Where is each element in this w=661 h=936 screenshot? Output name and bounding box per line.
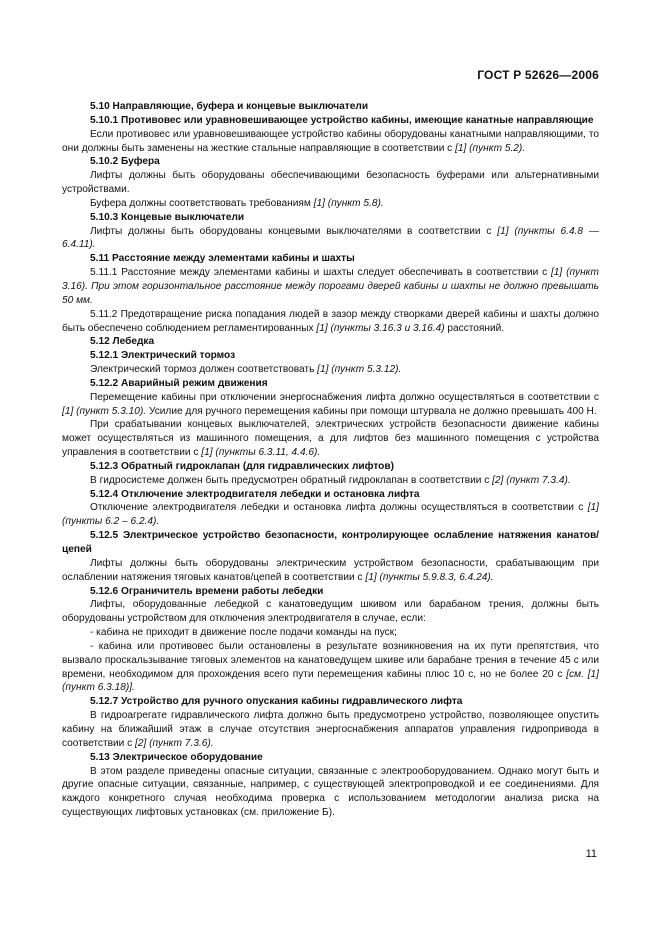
text-run: 5.13 Электрическое оборудование [90,751,263,763]
reference-citation: [1] (пункты 6.2 – 6.2.4). [62,502,599,528]
section-heading [62,349,599,363]
section-heading [62,751,599,765]
reference-citation: [1] (пункт 5.3.12). [317,364,402,376]
body-paragraph [62,391,599,419]
text-run: 5.12 Лебедка [90,336,155,348]
reference-citation: [1] (пункты 5.9.8.3, 6.4.24). [365,571,494,583]
text-run: 5.11.1 Расстояние между элементами кабины и шахты следует обеспечивать в соответствии с [90,267,551,279]
body-paragraph [62,363,599,377]
text-run: 5.10.2 Буфера [90,156,160,168]
reference-citation: [2] (пункт 7.3.4). [492,474,571,486]
text-run: 5.12.3 Обратный гидроклапан (для гидравлических лифтов) [90,460,394,472]
text-run: 5.12.6 Ограничитель времени работы лебедки [90,585,324,597]
reference-citation: [1] (пункт 3.16). При этом горизонтальное расстояние между порогами дверей кабины и шахты не должно превышать 50 мм. [62,267,599,306]
section-heading [62,460,599,474]
page-number: 11 [585,848,597,860]
section-heading [62,488,599,502]
text-run: Перемещение кабины при отключении энергоснабжения лифта должно осуществляться в соответствии с [90,391,599,403]
text-run: 5.11.2 Предотвращение риска попадания людей в зазор между створками дверей кабины и шахты должно быть обеспечено соблюдением регламентированных [62,308,599,334]
section-heading [62,585,599,599]
text-run: Лифты, оборудованные лебедкой с канатоведущим шкивом или барабаном трения, должны быть оборудованы устройством для отключения электродвигателя в случае, если: [62,599,599,625]
text-run: Буфера должны соответствовать требованиям [90,197,314,209]
section-heading [62,211,599,225]
reference-citation: [1] (пункт 5.8). [313,197,384,209]
text-run: - кабина не приходит в движение после подачи команды на пуск; [90,627,397,639]
section-heading [62,335,599,349]
text-run: Лифты должны быть оборудованы электрическим устройством безопасности, срабатывающим при ослаблении натяжения тяговых канатов/цепей в соответствии с [62,557,599,583]
reference-citation: [2] (пункт 7.3.6). [135,737,214,749]
text-run: расстояний. [444,322,505,334]
section-heading [62,377,599,391]
body-paragraph [62,709,599,751]
section-heading [62,100,599,114]
document-body [62,100,599,820]
section-heading [62,529,599,557]
text-run: 5.10.3 Концевые выключатели [90,211,245,223]
body-paragraph [62,308,599,336]
text-run: Отключение электродвигателя лебедки и остановка лифта должны осуществляться в соответствии с [90,502,588,514]
text-run: В этом разделе приведены опасные ситуации, связанные с электрооборудованием. Однако могут быть и другие опасные ситуации, связанные, например, с существующей электропроводкой и ее соединениями. Для каждого конкретного случая необходима проверка с использованием методологии анализа риска на существующих лифтовых установках (см. приложение Б). [62,765,599,819]
text-run: В гидроагрегате гидравлического лифта должно быть предусмотрено устройство, позволяющее опустить кабину на ближайший этаж в случае отсутствия энергоснабжения аппаратов управления гидропривода в соответствии с [62,710,599,749]
text-run: 5.12.4 Отключение электродвигателя лебедки и остановка лифта [90,488,420,500]
text-run: 5.12.1 Электрический тормоз [90,350,236,362]
reference-citation: [см. [1] (пункт 6.3.18)]. [62,668,599,694]
document-header: ГОСТ Р 52626—2006 [477,68,599,82]
text-run: Если противовес или уравновешивающее устройство кабины оборудованы канатными направляющими, то они должны быть заменены на жесткие стальные направляющие в соответствии с [62,128,599,154]
body-paragraph [62,418,599,460]
body-paragraph [62,557,599,585]
body-paragraph [62,598,599,626]
reference-citation: [1] (пункты 3.16.3 и 3.16.4) [316,322,445,334]
text-run: 5.12.5 Электрическое устройство безопасности, контролирующее ослабление натяжения канатов/цепей [62,530,599,555]
reference-citation: [1] (пункты 6.3.11, 4.4.6). [201,447,321,459]
reference-citation: [1] (пункт 5.3.10). [62,405,147,417]
body-paragraph [62,169,599,197]
reference-citation: [1] (пункты 6.4.8 — 6.4.11). [62,225,599,251]
body-paragraph [62,197,599,211]
section-heading [62,155,599,169]
text-run: 5.12.2 Аварийный режим движения [90,377,268,389]
body-paragraph [62,474,599,488]
section-heading [62,252,599,266]
text-run: 5.10.1 Противовес или уравновешивающее устройство кабины, имеющие канатные направляющие [90,114,594,126]
text-run: В гидросистеме должен быть предусмотрен обратный гидроклапан в соответствии с [90,474,493,486]
body-paragraph [62,266,599,308]
section-heading [62,114,599,128]
text-run: Лифты должны быть оборудованы обеспечивающими безопасность буферами или альтернативными устройствами. [62,170,599,196]
section-heading [62,695,599,709]
text-run: 5.10 Направляющие, буфера и концевые выключатели [90,101,369,112]
reference-citation: [1] (пункт 5.2). [455,142,526,154]
text-run: Лифты должны быть оборудованы концевыми выключателями в соответствии с [90,225,498,237]
body-paragraph [62,225,599,253]
text-run: 5.11 Расстояние между элементами кабины и шахты [90,253,355,265]
body-paragraph [62,128,599,156]
body-paragraph [62,626,599,640]
text-run: При срабатывании концевых выключателей, электрических устройств безопасности движение кабины может осуществляться из машинного помещения, а для лифтов без машинного помещения с устройства управления в соответствии с [62,419,599,459]
body-paragraph [62,640,599,695]
body-paragraph [62,765,599,820]
body-paragraph [62,501,599,529]
text-run: 5.12.7 Устройство для ручного опускания кабины гидравлического лифта [90,696,463,708]
text-run: Усилие для ручного перемещения кабины при помощи штурвала не должно превышать 400 Н. [146,405,597,417]
text-run: Электрический тормоз должен соответствовать [90,364,318,376]
text-run: - кабина или противовес были остановлены в результате возникновения на их пути препятствия, что вызвало проскальзывание тяговых элементов на канатоведущем шкиве или барабане трения в течение 45 с или времени, необходимом для прохождения всего пути перемещения кабины плюс 10 с, но не более 20 с [62,640,599,680]
